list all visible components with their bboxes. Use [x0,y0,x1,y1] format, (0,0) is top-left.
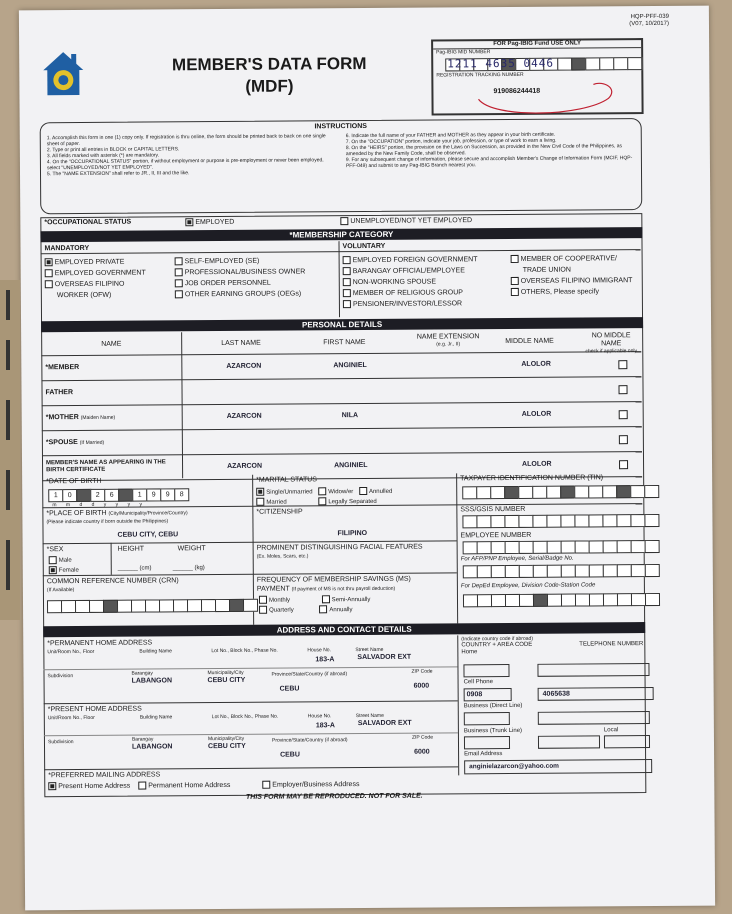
membership-category-bar: *MEMBERSHIP CATEGORY [40,227,642,242]
perm-barangay-value[interactable]: LABANGON [131,677,173,685]
height-unit: (cm) [139,565,152,572]
pres-zip-label: ZIP Code [411,734,434,741]
cellphone-label: Cell Phone [463,679,493,686]
perm-province-label: Province/State/Country (if abroad) [271,671,348,678]
afp-label: For AFP/PNP Employee, Serial/Badge No. [460,555,574,563]
email-label: Email Address [464,751,503,758]
weight-field[interactable]: ______ (kg) [172,565,205,572]
red-ink-scribble [473,68,623,117]
dob-digit: 8 [174,488,189,501]
ms-freq-label: FREQUENCY OF MEMBERSHIP SAVINGS (MS) [256,575,411,584]
cellphone-number[interactable]: 4065638 [538,687,654,701]
marital-option-label: Annulled [368,488,393,495]
dob-sub-y: y [139,501,142,508]
perm-city-value[interactable]: CEBU CITY [207,676,246,685]
sex-male[interactable] [49,556,79,566]
pob-note: (Please indicate country if born outside the Philippines) [46,518,169,526]
instructions-title: INSTRUCTIONS [314,122,367,131]
membership-col-4 [511,253,633,298]
mem-option-label: MEMBER OF COOPERATIVE/ [520,255,617,263]
unemployed-label: UNEMPLOYED/NOT YET EMPLOYED [350,217,473,225]
marital-annulled[interactable] [359,489,392,495]
pres-rule [44,732,458,736]
height-field[interactable]: ______ (cm) [117,565,152,572]
pagibig-logo [41,50,85,98]
mem-pensioner[interactable] [343,298,478,310]
checkbox[interactable] [318,488,326,496]
business-trunk-number[interactable] [538,735,600,748]
checkbox[interactable] [49,556,57,564]
mem-employed-government[interactable] [45,268,146,280]
form-code-text: HQP-PFF-039 [630,13,669,21]
checkbox[interactable] [49,566,57,574]
pob-label: *PLACE OF BIRTH [46,509,107,518]
checkbox[interactable] [343,267,351,275]
instruction-2: 2. Type or print all entries in BLOCK or CAPITAL LETTERS. [46,146,180,154]
sss-cells[interactable] [462,514,658,528]
checkbox[interactable] [45,269,53,277]
hdr-no-middle [581,332,641,354]
mem-option-label: OTHER EARNING GROUPS (OEGs) [184,290,302,299]
mailing-option-label: Permanent Home Address [148,781,231,790]
marital-option-label: Single/Unmarried [266,489,313,496]
ms-freq-note: (If payment of MS is not thru payroll deduction) [291,585,396,593]
crn-cells[interactable] [47,599,257,613]
member-middle-name[interactable]: ALOLOR [521,360,551,368]
occ-unemployed-option[interactable] [340,216,472,226]
dob-sub-y: y [115,501,119,508]
spouse-no-middle-checkbox[interactable] [619,435,628,444]
mem-cooperative-cont: TRADE UNION [522,266,571,274]
row-mother-note: (Maiden Name) [80,414,116,421]
footer-note: THIS FORM MAY BE REPRODUCED. NOT FOR SALE. [245,792,423,801]
marital-single[interactable] [256,489,312,495]
mother-first-name[interactable]: NILA [341,412,359,420]
mem-professional[interactable] [175,266,306,278]
pres-province-value[interactable]: CEBU [280,751,300,759]
country-area-header: COUNTRY + AREA CODE [461,641,533,649]
row-mother-label-wrap [46,414,116,422]
mem-others[interactable] [511,286,633,298]
perm-lot-label: Lot No., Block No., Phase No. [211,647,278,655]
fund-use-header: FOR Pag-IBIG Fund USE ONLY [433,40,641,49]
pres-unit-label: Unit/Room No., Floor [47,714,95,722]
mem-option-label: EMPLOYED PRIVATE [54,258,125,267]
dob-digit: 2 [90,489,105,502]
hdr-first-name: FIRST NAME [323,339,366,347]
mem-option-label: NON-WORKING SPOUSE [352,278,437,287]
contact-details [461,635,642,776]
voluntary-heading: VOLUNTARY [342,242,386,251]
checkbox[interactable] [322,596,330,604]
deped-cells[interactable] [463,593,659,607]
ms-freq-label2-wrap [257,585,395,594]
business-trunk-label: Business (Trunk Line) [463,727,523,735]
business-local-number[interactable] [604,735,650,748]
cellphone-prefix[interactable]: 0908 [464,688,512,701]
dob-digit: 9 [146,488,161,501]
instruction-9: 9. For any subsequent change of information, please secure and accomplish Member's Change of Information Form (MCIF, HQP-PFF-049) and submit to any Pag-IBIG Branch nearest you. [345,155,633,170]
dob-sub-m: m [52,502,57,509]
birthcert-no-middle-checkbox[interactable] [619,460,628,469]
checkbox[interactable] [359,487,367,495]
dob-digit: 9 [160,488,175,501]
checkbox[interactable] [175,257,183,265]
freq-option-label: Semi-Annually [331,596,371,604]
sss-label: SSS/GSIS NUMBER [460,505,526,514]
mem-option-label: OVERSEAS FILIPINO IMMIGRANT [520,277,633,285]
checkbox[interactable] [48,782,56,790]
employee-number-label: EMPLOYEE NUMBER [460,531,532,540]
personal-details-bar: PERSONAL DETAILS [41,317,643,332]
checkbox[interactable] [511,288,519,296]
rtn-value: 919086244418 [493,87,541,96]
row-father-label: FATHER [45,389,74,397]
ms-freq-options [259,595,371,616]
member-last-name[interactable]: AZARCON [226,362,262,370]
perm-province-value[interactable]: CEBU [279,685,300,693]
checkbox[interactable] [256,488,264,496]
pres-city-value[interactable]: CEBU CITY [207,742,246,751]
perm-building-label: Building Name [139,648,172,655]
weight-label: WEIGHT [177,545,206,553]
mailing-label: *PREFERRED MAILING ADDRESS [48,771,161,780]
business-direct-area[interactable] [464,712,510,725]
deped-label: For DepEd Employee, Division Code-Station Code [460,582,596,590]
pres-province-label: Province/State/Country (if abroad) [271,737,348,744]
form-sheet [19,6,715,911]
freq-option-label: Quarterly [269,607,294,614]
member-first-name[interactable]: ANGINIEL [333,361,367,370]
mem-option-label: OTHERS, Please specify [520,288,600,296]
mem-option-label: SELF-EMPLOYED (SE) [184,257,260,266]
freq-monthly[interactable] [259,598,290,604]
membership-col-3 [343,254,478,310]
mailing-option-label: Present Home Address [58,782,131,791]
dob-sub-d: d [91,501,95,508]
mid-handwritten: 1211 4635 0446 [447,56,555,71]
crn-note: (If Available) [46,587,75,594]
mother-no-middle-checkbox[interactable] [619,410,628,419]
pres-street-label: Street Name [355,712,384,720]
business-direct-label: Business (Direct Line) [463,702,523,710]
mem-ofw-immigrant[interactable] [511,275,633,287]
marital-status-label: *MARITAL STATUS [256,476,317,484]
instructions-right [346,131,636,169]
mailing-option-label: Employer/Business Address [272,780,360,789]
hdr-last-name: LAST NAME [221,339,261,348]
hdr-nomiddle-note: check if applicable only [585,348,637,355]
name-rows [41,352,642,481]
unemployed-checkbox[interactable] [340,217,348,225]
contact-note: (Indicate country code if abroad) [461,635,534,643]
sex-options [49,556,79,575]
checkbox[interactable] [343,256,351,264]
marital-option-label: Widow/er [328,489,354,496]
father-no-middle-checkbox[interactable] [618,385,627,394]
mandatory-heading: MANDATORY [44,244,90,253]
mem-option-label: EMPLOYED FOREIGN GOVERNMENT [352,256,478,265]
birthcert-last-name[interactable]: AZARCON [227,462,263,470]
checkbox[interactable] [343,278,351,286]
present-address-block [44,702,458,767]
background-edge [0,280,20,620]
title-line-1: MEMBER'S DATA FORM [171,53,367,75]
member-no-middle-checkbox[interactable] [618,360,627,369]
row-spouse-label: *SPOUSE [45,439,78,447]
dob-sep [76,489,91,502]
mem-self-employed[interactable] [175,255,306,267]
pres-zip-value[interactable]: 6000 [414,748,430,756]
weight-unit: (kg) [194,565,205,572]
hdr-name-extension [413,333,483,347]
pres-house-value[interactable]: 183-A [315,722,335,730]
pres-subdivision-label: Subdivision [47,739,74,746]
checkbox[interactable] [259,596,267,604]
checkbox[interactable] [343,289,351,297]
checkbox[interactable] [319,606,327,614]
email-value[interactable]: anginielazarcon@yahoo.com [464,759,652,774]
sex-option-label: Male [58,557,72,564]
row-spouse-note: (If Married) [79,439,105,447]
checkbox[interactable] [511,277,519,285]
pres-city-label: Municipality/City [207,735,245,743]
citizenship-value[interactable]: FILIPINO [337,530,368,538]
employed-label: EMPLOYED [195,218,235,227]
mailing-permanent[interactable] [138,782,230,790]
telephone-header: TELEPHONE NUMBER [579,641,644,648]
row-spouse-label-wrap [46,439,104,447]
marital-widow[interactable] [318,489,353,495]
rtn-label: REGISTRATION TRACKING NUMBER [436,71,524,79]
afp-cells[interactable] [463,564,659,578]
dob-sub-y: y [127,501,131,508]
mem-job-order[interactable] [175,277,306,289]
title-line-2: (MDF) [245,76,294,96]
permanent-address-label: *PERMANENT HOME ADDRESS [47,639,153,648]
instruction-1: 1. Accomplish this form in one (1) copy only. If registration is thru online, the form should be printed back to back on one single sheet of paper. [46,133,326,148]
freq-quarterly[interactable] [259,608,294,614]
occupational-status-label: *OCCUPATIONAL STATUS [44,218,132,227]
perm-subdivision-label: Subdivision [47,673,74,680]
employee-number-cells[interactable] [463,540,659,554]
employed-checkbox[interactable] [185,218,193,226]
instruction-5: 5. The "NAME EXTENSION" shall refer to JR., II, III and the like. [46,170,190,178]
freq-semi-annually[interactable] [322,597,371,603]
checkbox[interactable] [45,280,53,288]
row-birthcert-label: MEMBER'S NAME AS APPEARING IN THE BIRTH CERTIFICATE [46,459,166,474]
hdr-nomiddle-label: NO MIDDLE NAME [591,332,631,348]
ms-freq-label2: PAYMENT [256,585,290,593]
ms-freq-row-1 [259,595,370,606]
row-member-label: *MEMBER [45,364,80,372]
mem-option-label: EMPLOYED GOVERNMENT [54,269,146,278]
sex-female[interactable] [49,566,79,576]
mem-cooperative[interactable] [511,253,633,265]
dob-digit: 6 [104,489,119,502]
instruction-7: 7. On the "OCCUPATION" portion, indicate your job, profession, or type of work to earn a living. [345,137,557,146]
occ-employed-option[interactable] [185,218,234,227]
instruction-3: 3. All fields marked with asterisk (*) are mandatory. [46,152,160,160]
citizenship-label: *CITIZENSHIP [256,508,303,516]
pres-house-label: House No. [307,713,332,720]
ms-freq-row-2 [259,605,370,616]
freq-option-label: Monthly [268,597,291,604]
instructions-left [47,133,337,177]
sex-height-divider [111,543,112,575]
checkbox[interactable] [259,606,267,614]
checkbox[interactable] [262,781,270,789]
membership-col-2 [175,255,306,300]
pres-building-label: Building Name [139,714,173,721]
business-trunk-area[interactable] [464,736,510,749]
mem-option-label: BARANGAY OFFICIAL/EMPLOYEE [352,267,465,276]
checkbox[interactable] [175,290,183,298]
mem-ofw-cont: WORKER (OFW) [56,291,112,300]
marital-option-label: Married [266,499,287,506]
row-mother-label: *MOTHER [45,414,79,422]
home-label: Home [461,649,478,656]
marital-option-label: Legally Separated [328,498,377,506]
pob-label-wrap [46,509,187,518]
hdr-name: NAME [101,340,122,348]
mem-option-label: MEMBER OF RELIGIOUS GROUP [352,289,463,298]
perm-house-label: House No. [307,647,331,654]
dob-digit: 1 [48,489,63,502]
facial-features-label: PROMINENT DISTINGUISHING FACIAL FEATURES [256,543,423,552]
mailing-employer[interactable] [262,781,359,789]
mem-option-label: PENSIONER/INVESTOR/LESSOR [352,300,463,309]
dob-sub-m: m [65,502,71,509]
mid-label: Pag-IBIG MID NUMBER [436,49,491,56]
checkbox[interactable] [138,782,146,790]
sex-option-label: Female [58,567,79,574]
form-code [629,14,669,28]
dob-sep [118,489,133,502]
mother-middle-name[interactable]: ALOLOR [521,410,552,418]
pres-street-value[interactable]: SALVADOR EXT [357,719,412,728]
dob-sub-d: d [79,501,83,509]
mailing-present[interactable] [48,783,130,791]
dob-label: *DATE OF BIRTH [46,477,102,486]
mem-employed-private[interactable] [45,257,146,269]
dob-sub-y: y [103,501,107,508]
checkbox[interactable] [175,279,183,287]
perm-house-value[interactable]: 183-A [315,656,335,664]
business-direct-number[interactable] [538,711,650,725]
mem-oeg[interactable] [175,288,306,300]
dob-cells[interactable] [48,488,188,502]
checkbox[interactable] [175,268,183,276]
perm-zip-value[interactable]: 6000 [413,682,430,690]
dob-digit: 1 [132,489,147,502]
instruction-4: 4. On the "OCCUPATIONAL STATUS" portion, if without employment or purpose is pre-employment or never been employed, select "UNEMPLOYED/NOT YET EMPLOYED". [46,157,324,172]
mem-option-label: OVERSEAS FILIPINO [54,280,125,289]
height-label: HEIGHT [117,545,145,553]
instruction-6: 6. Indicate the full name of your FATHER and MOTHER as they appear in your birth certificate. [345,131,556,140]
address-contact-bar: ADDRESS AND CONTACT DETAILS [43,622,645,637]
mother-last-name[interactable]: AZARCON [226,412,262,420]
pres-barangay-value[interactable]: LABANGON [131,743,173,751]
checkbox[interactable] [343,300,351,308]
perm-city-label: Municipality/City [207,669,244,677]
pres-lot-label: Lot No., Block No., Phase No. [211,713,279,721]
hdr-ext-label: NAME EXTENSION [416,333,480,341]
mem-option-label: JOB ORDER PERSONNEL [184,279,271,288]
hdr-ext-note: (e.g. Jr., II) [436,341,461,348]
mem-option-label: PROFESSIONAL/BUSINESS OWNER [184,268,306,277]
perm-street-value[interactable]: SALVADOR EXT [357,653,412,662]
mem-barangay[interactable] [343,265,478,277]
checkbox[interactable] [45,258,53,266]
perm-rule [43,666,457,670]
permanent-address-block [43,636,457,701]
perm-unit-label: Unit/Room No., Floor [47,648,95,656]
perm-street-label: Street Name [355,646,384,654]
perm-barangay-label: Barangay [131,670,153,677]
membership-col-1 [45,257,146,302]
checkbox[interactable] [511,255,519,263]
sex-label: *SEX [46,546,64,554]
local-label: Local [603,727,619,734]
birthcert-middle-name[interactable]: ALOLOR [522,460,552,468]
instruction-8: 8. On the "HEIRS" portion, the provision on the Laws on Succession, as provided in the New Civil Code of the Philippines, as amended by the New Family Code, shall be observed. [345,143,623,158]
form-title [119,53,419,99]
crn-label: COMMON REFERENCE NUMBER (CRN) [46,577,179,586]
pob-value[interactable]: CEBU CITY, CEBU [117,531,179,539]
home-area-field[interactable] [463,664,509,677]
perm-zip-label: ZIP Code [411,668,433,675]
birthcert-first-name[interactable]: ANGINIEL [334,461,368,470]
tin-cells[interactable] [462,485,658,499]
home-phone-field[interactable] [537,663,649,677]
dob-digit: 0 [62,489,77,502]
tin-label: TAXPAYER IDENTIFICATION NUMBER (TIN) [460,474,604,483]
freq-annually[interactable] [319,607,352,613]
facial-features-note: (Ex. Moles, Scars, etc.) [256,553,309,560]
pob-sub: (City/Municipality/Province/Country) [108,510,188,517]
mem-ofw[interactable] [45,279,146,291]
form-version-text: (V07, 10/2017) [629,20,669,28]
fund-use-box [431,38,644,115]
pres-barangay-label: Barangay [131,736,154,743]
instructions-box [40,118,643,214]
present-address-label: *PRESENT HOME ADDRESS [47,705,142,714]
hdr-middle-name: MIDDLE NAME [505,337,554,346]
freq-option-label: Annually [329,607,353,614]
